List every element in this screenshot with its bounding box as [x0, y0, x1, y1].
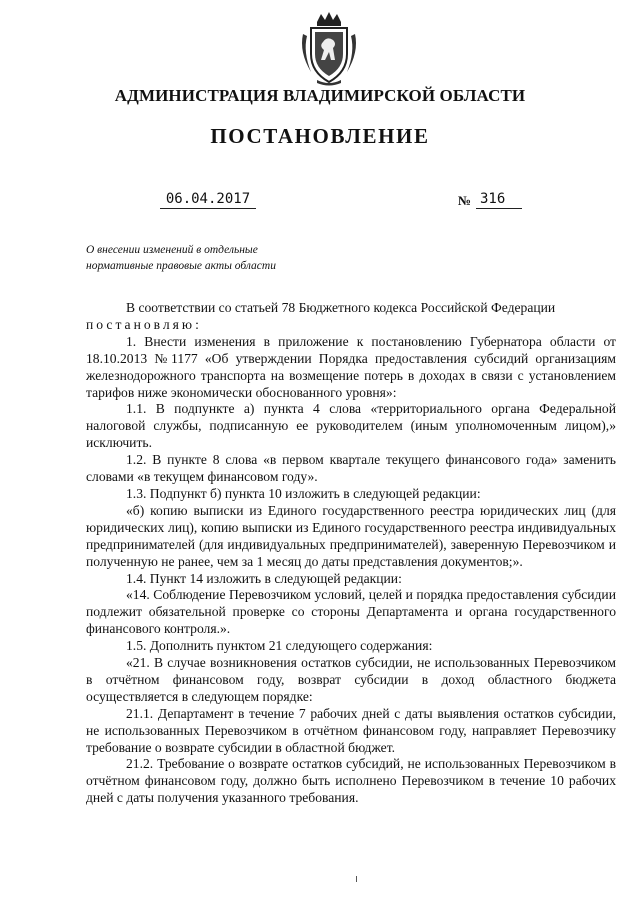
number-label: № — [458, 193, 472, 208]
subject — [86, 242, 276, 274]
decree-word: постановляю: — [86, 316, 202, 332]
paragraph: В соответствии со статьей 78 Бюджетного кодекса Российской Федерации — [126, 300, 556, 315]
paragraph: 1.5. Дополнить пунктом 21 следующего содержания: — [126, 638, 433, 654]
paragraph: 1.2. В пункте 8 слова «в первом квартале текущего финансового года» заменить словами «в текущем финансовом году». — [86, 452, 616, 485]
paragraph: «21. В случае возникновения остатков субсидии, не использованных Перевозчиком в отчётном финансовом году, возврат субсидии в доход областного бюджета осуществляется в следующем порядке: — [86, 655, 616, 704]
paragraph: 1.1. В подпункте а) пункта 4 слова «территориального органа Федеральной налоговой службы, подписанную ее руководителем (иным уполномоченным лицом),» исключить. — [86, 401, 616, 451]
paragraph: 1. Внести изменения в приложение к постановлению Губернатора области от 18.10.2013 №1177 «Об утверждении Порядка предоставления субсидий организациям железнодорожного транспорта на возмещение потерь в доходах в связи с установлением тарифов ниже экономически обоснованного уровня»: — [86, 333, 616, 400]
document-number: 316 — [476, 191, 522, 209]
document-type: ПОСТАНОВЛЕНИЕ — [210, 124, 430, 148]
paragraph: 1.3. Подпункт б) пункта 10 изложить в следующей редакции: — [126, 485, 481, 501]
paragraph: «б) копию выписки из Единого государственного реестра юридических лиц (для юридических лиц), копию выписки из Единого государственного реестра индивидуальных предпринимателей (для индивидуальных предпринимателей), заверенную Перевозчиком и полученную не ранее, чем за 1 месяц до даты представления документов;». — [86, 502, 616, 569]
document-body — [86, 300, 616, 807]
paragraph: «14. Соблюдение Перевозчиком условий, целей и порядка предоставления субсидии подлежит обязательной проверке со стороны Департамента и органа государственного финансового контроля.». — [86, 587, 616, 637]
document-date: 06.04.2017 — [160, 191, 256, 209]
coat-of-arms-icon — [297, 12, 361, 86]
subject-line-2: нормативные правовые акты области — [86, 260, 276, 272]
paragraph: 21.2. Требование о возврате остатков субсидий, не использованных Перевозчиком в отчётном финансовом году, должно быть исполнено Перевозчиком в течение 10 рабочих дней с даты получения указанного требования. — [86, 756, 616, 806]
paragraph: 1.4. Пункт 14 изложить в следующей редакции: — [126, 570, 402, 586]
subject-line-1: О внесении изменений в отдельные — [86, 244, 258, 256]
page-mark — [356, 876, 357, 882]
paragraph: 21.1. Департамент в течение 7 рабочих дней с даты выявления остатков субсидии, не использованных Перевозчиком в отчётном финансовом году, направляет Перевозчику требование о возврате субсидии в областной бюджет. — [86, 705, 616, 755]
organization-title: АДМИНИСТРАЦИЯ ВЛАДИМИРСКОЙ ОБЛАСТИ — [114, 86, 526, 105]
